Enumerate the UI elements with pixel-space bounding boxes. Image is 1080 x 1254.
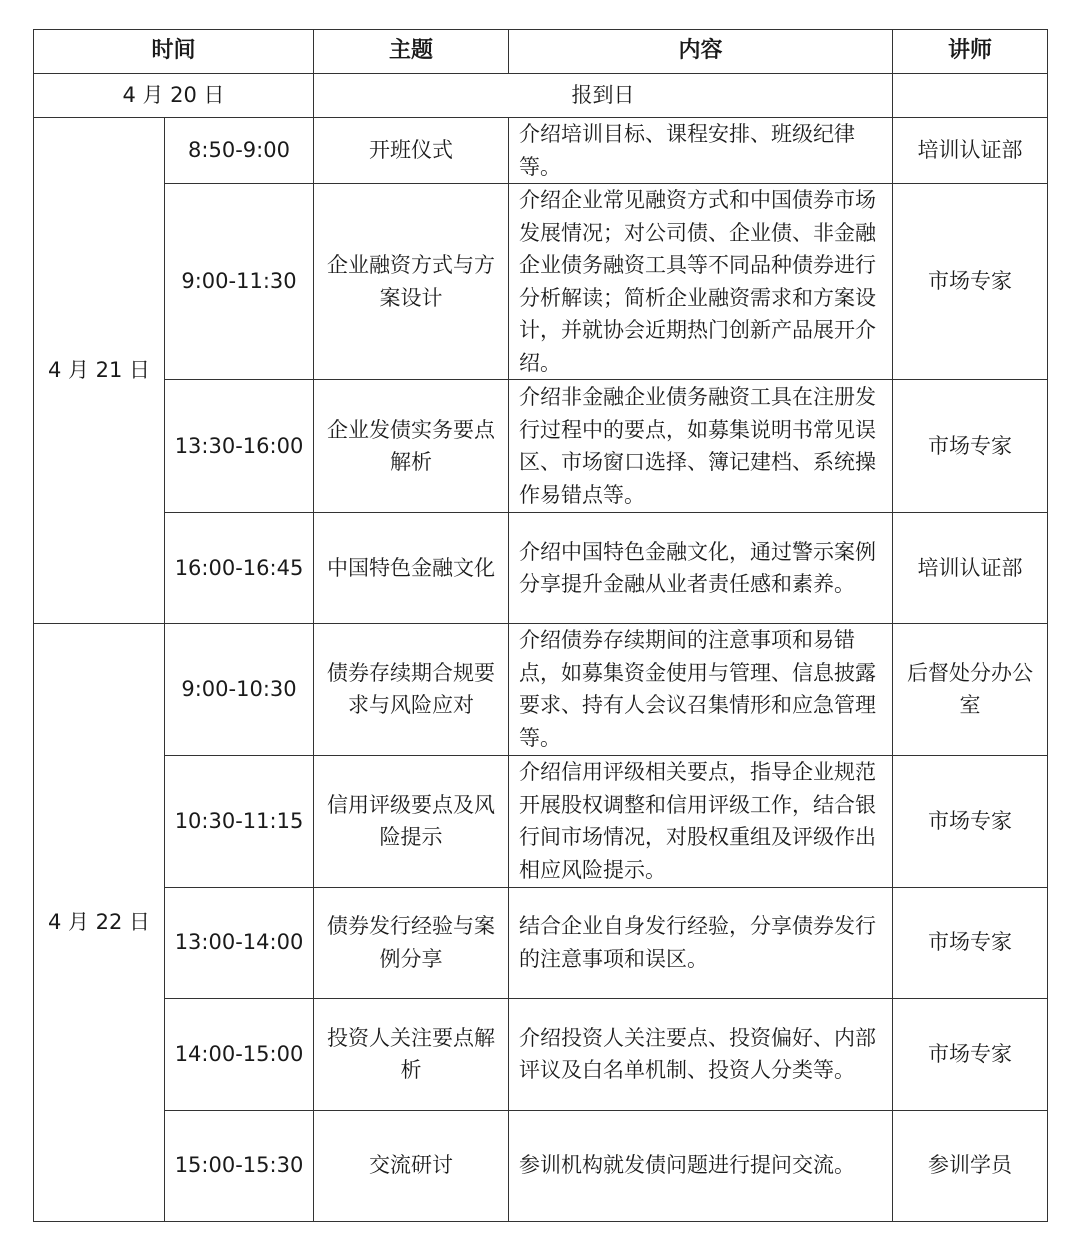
header-content: 内容 [509, 30, 893, 74]
session-content: 介绍培训目标、课程安排、班级纪律等。 [509, 118, 893, 184]
session-topic: 企业融资方式与方案设计 [314, 184, 509, 380]
session-lecturer: 培训认证部 [893, 513, 1048, 624]
session-content: 结合企业自身发行经验，分享债券发行的注意事项和误区。 [509, 887, 893, 998]
session-time: 15:00-15:30 [165, 1110, 314, 1221]
header-lecturer: 讲师 [893, 30, 1048, 74]
session-topic: 开班仪式 [314, 118, 509, 184]
table-row [34, 1110, 1048, 1221]
session-lecturer: 市场专家 [893, 755, 1048, 887]
session-lecturer: 市场专家 [893, 998, 1048, 1110]
header-time: 时间 [34, 30, 314, 74]
session-topic: 投资人关注要点解析 [314, 998, 509, 1110]
session-time: 13:30-16:00 [165, 380, 314, 513]
session-topic: 交流研讨 [314, 1110, 509, 1221]
header-topic: 主题 [314, 30, 509, 74]
session-topic: 债券发行经验与案例分享 [314, 887, 509, 998]
session-lecturer: 市场专家 [893, 887, 1048, 998]
table-row [34, 513, 1048, 624]
session-topic: 信用评级要点及风险提示 [314, 755, 509, 887]
table-row [34, 755, 1048, 887]
session-content: 介绍信用评级相关要点，指导企业规范开展股权调整和信用评级工作，结合银行间市场情况，对股权重组及评级作出相应风险提示。 [509, 755, 893, 887]
table-row [34, 998, 1048, 1110]
registration-date: 4 月 20 日 [34, 74, 314, 118]
session-lecturer: 参训学员 [893, 1110, 1048, 1221]
table-row [34, 118, 1048, 184]
session-time: 10:30-11:15 [165, 755, 314, 887]
session-content: 介绍债券存续期间的注意事项和易错点，如募集资金使用与管理、信息披露要求、持有人会议召集情形和应急管理等。 [509, 624, 893, 755]
header-row [34, 30, 1048, 74]
session-time: 16:00-16:45 [165, 513, 314, 624]
registration-row [34, 74, 1048, 118]
session-time: 13:00-14:00 [165, 887, 314, 998]
session-content: 参训机构就发债问题进行提问交流。 [509, 1110, 893, 1221]
session-topic: 企业发债实务要点解析 [314, 380, 509, 513]
session-content: 介绍企业常见融资方式和中国债券市场发展情况；对公司债、企业债、非金融企业债务融资工具等不同品种债券进行分析解读；简析企业融资需求和方案设计，并就协会近期热门创新产品展开介绍。 [509, 184, 893, 380]
session-lecturer: 后督处分办公室 [893, 624, 1048, 755]
table-row [34, 887, 1048, 998]
session-time: 9:00-10:30 [165, 624, 314, 755]
day-date: 4 月 22 日 [34, 624, 165, 1221]
session-time: 9:00-11:30 [165, 184, 314, 380]
registration-label: 报到日 [314, 74, 893, 118]
table-row [34, 624, 1048, 755]
registration-lecturer [893, 74, 1048, 118]
session-lecturer: 市场专家 [893, 380, 1048, 513]
session-topic: 中国特色金融文化 [314, 513, 509, 624]
session-time: 14:00-15:00 [165, 998, 314, 1110]
session-time: 8:50-9:00 [165, 118, 314, 184]
table-row [34, 184, 1048, 380]
training-schedule-table [33, 29, 1048, 1222]
session-content: 介绍中国特色金融文化，通过警示案例分享提升金融从业者责任感和素养。 [509, 513, 893, 624]
table-row [34, 380, 1048, 513]
session-lecturer: 培训认证部 [893, 118, 1048, 184]
session-content: 介绍投资人关注要点、投资偏好、内部评议及白名单机制、投资人分类等。 [509, 998, 893, 1110]
day-date: 4 月 21 日 [34, 118, 165, 624]
session-content: 介绍非金融企业债务融资工具在注册发行过程中的要点，如募集说明书常见误区、市场窗口选择、簿记建档、系统操作易错点等。 [509, 380, 893, 513]
session-lecturer: 市场专家 [893, 184, 1048, 380]
session-topic: 债券存续期合规要求与风险应对 [314, 624, 509, 755]
